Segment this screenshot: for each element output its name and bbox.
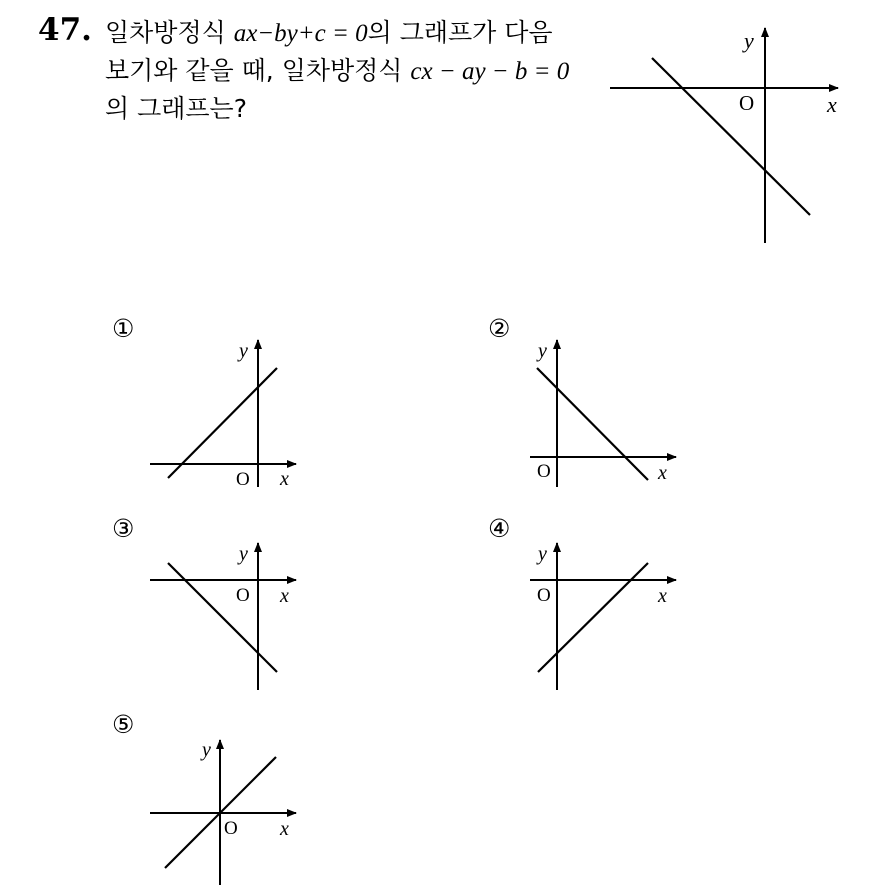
c1-y-label: y [239, 340, 248, 362]
ref-x-label: x [827, 92, 837, 117]
c4-origin-label: O [537, 585, 551, 606]
c4-x-label: x [658, 585, 667, 607]
c2-y-label: y [538, 340, 547, 362]
c4-y-label: y [538, 543, 547, 565]
c1-x-label: x [280, 468, 289, 490]
ref-y-label: y [744, 28, 754, 53]
line2-prefix: 보기와 같을 때, 일차방정식 [105, 56, 411, 85]
line1-prefix: 일차방정식 [105, 18, 234, 47]
question-number: 47. [38, 12, 92, 48]
equation-given: ax−by+c = 0 [233, 20, 368, 47]
line1-suffix: 의 그래프가 다음 [367, 18, 553, 47]
c3-y-label: y [239, 543, 248, 565]
c5-origin-label: O [224, 818, 238, 839]
question-line-3: 의 그래프는? [105, 94, 247, 123]
ref-origin-label: O [739, 91, 755, 115]
c5-x-label: x [280, 818, 289, 840]
choice-5-label[interactable]: ⑤ [112, 710, 135, 739]
choice-4-label[interactable]: ④ [488, 514, 511, 543]
c5-y-label: y [202, 739, 211, 761]
c2-origin-label: O [537, 461, 551, 482]
choice-2-label[interactable]: ② [488, 314, 511, 343]
c3-origin-label: O [236, 585, 250, 606]
choice-1-label[interactable]: ① [112, 314, 135, 343]
c3-x-label: x [280, 585, 289, 607]
c1-origin-label: O [236, 469, 250, 490]
choice-3-label[interactable]: ③ [112, 514, 135, 543]
c2-x-label: x [658, 462, 667, 484]
equation-target: cx − ay − b = 0 [410, 58, 570, 85]
